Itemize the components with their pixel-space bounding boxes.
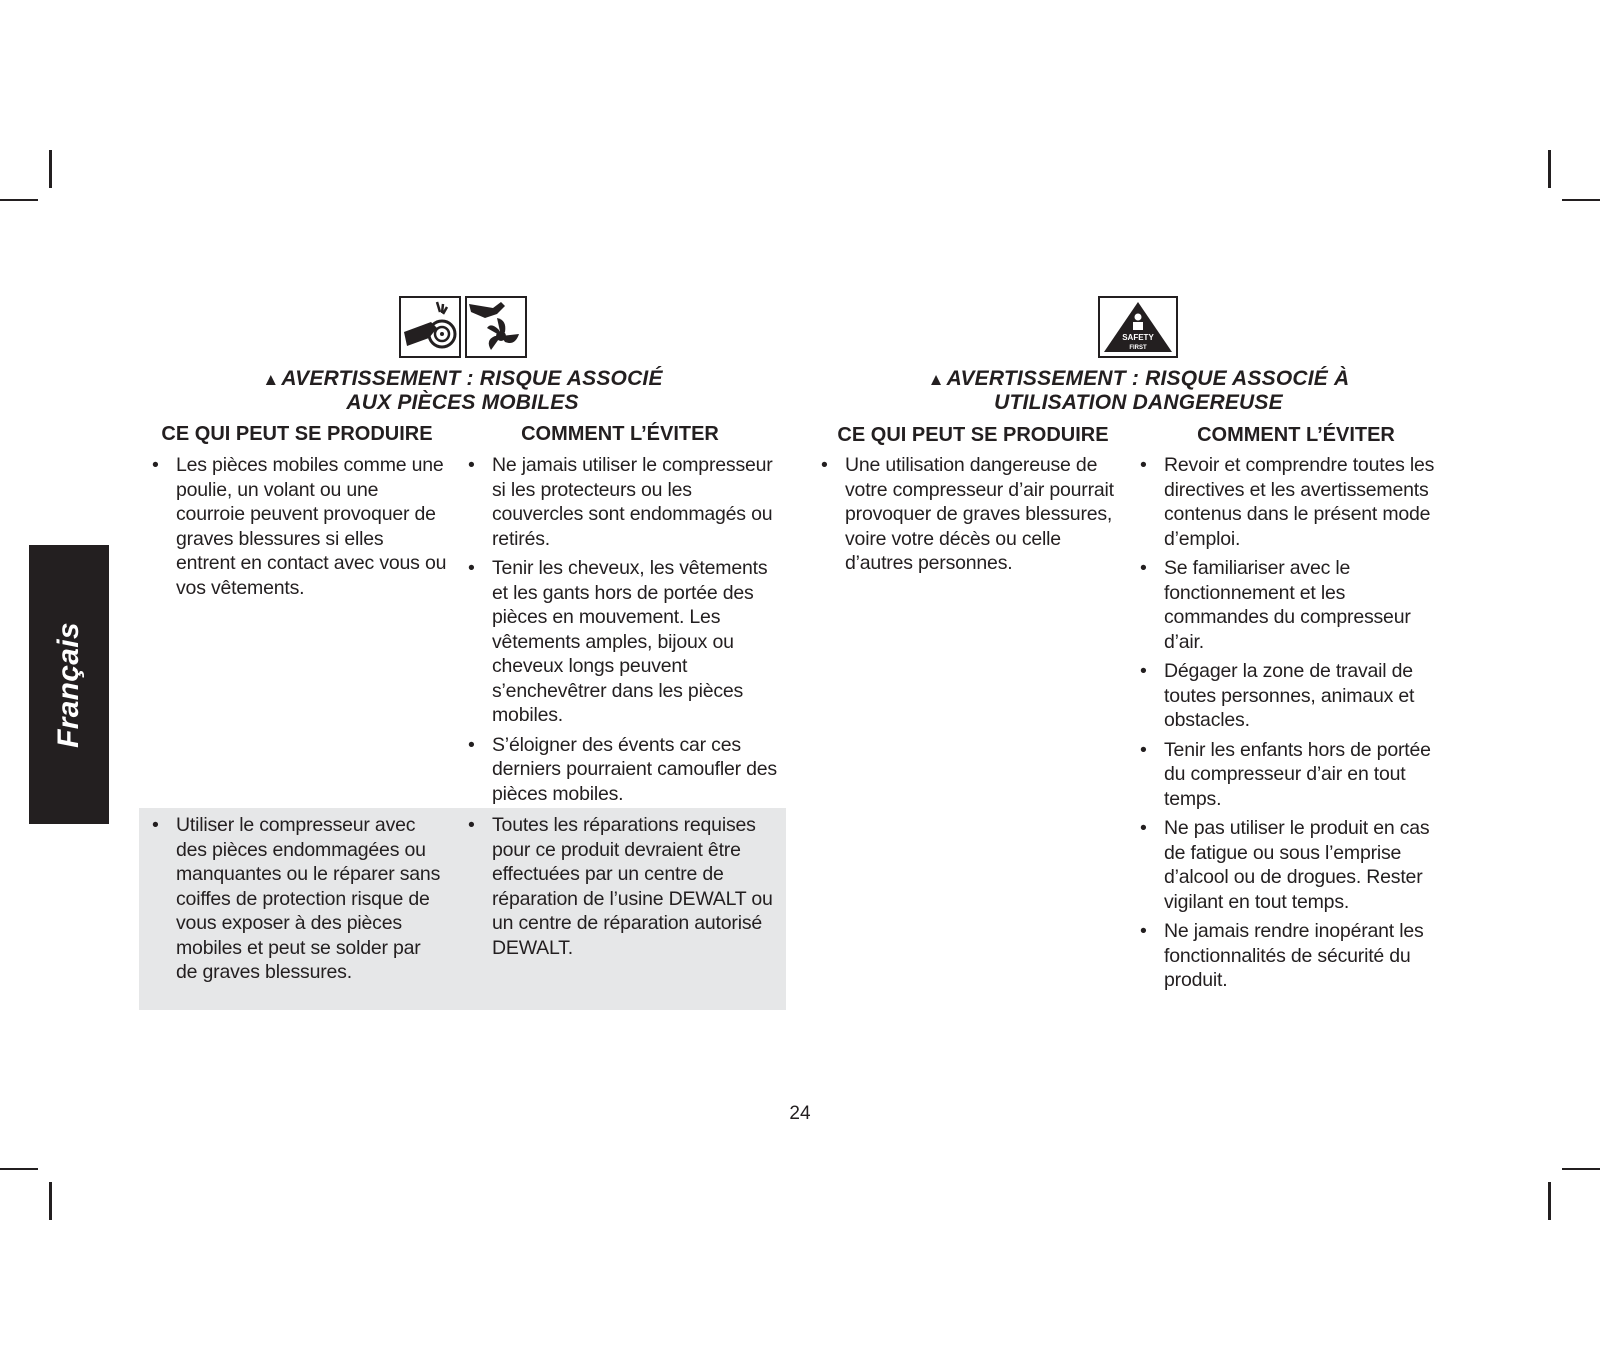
list-item: • Ne pas utiliser le produit en cas de fatigue ou sous l’emprise d’alcool ou de drogues. Rester vigilant en tout temps. [1140,816,1450,914]
language-tab-label: Français [52,621,85,748]
right-what-list [821,453,1116,581]
crop-mark [49,150,52,188]
list-item: • Tenir les enfants hors de portée du compresseur d’air en tout temps. [1140,738,1450,812]
crop-mark [1562,1168,1600,1170]
list-item: • Dégager la zone de travail de toutes personnes, animaux et obstacles. [1140,659,1450,733]
list-item: • Une utilisation dangereuse de votre compresseur d’air pourrait provoquer de graves blessures, voire votre décès ou celle d’autres personnes. [821,453,1116,576]
list-item: • Tenir les cheveux, les vêtements et les gants hors de portée des pièces en mouvement. Les vêtements amples, bijoux ou cheveux longs peuvent s’enchevêtrer dans les pièces mobiles. [468,556,778,728]
list-item: • Revoir et comprendre toutes les directives et les avertissements contenus dans le présent mode d’emploi. [1140,453,1450,551]
left-row2-how-list [468,813,778,965]
right-col-how-header: COMMENT L’ÉVITER [1197,424,1395,446]
left-title-line1: AVERTISSEMENT : RISQUE ASSOCIÉ [281,367,663,390]
left-row1-how-list [468,453,778,811]
list-item: • Se familiariser avec le fonctionnement et les commandes du compresseur d’air. [1140,556,1450,654]
crop-mark [49,1182,52,1220]
left-col-what-header: CE QUI PEUT SE PRODUIRE [161,423,433,445]
list-item: • Les pièces mobiles comme une poulie, un volant ou une courroie peuvent provoquer de graves blessures si elles entrent en contact avec vous ou vos vêtements. [152,453,447,600]
left-row2-what-list [152,813,447,990]
left-warning-title [139,367,786,414]
right-title-line2: UTILISATION DANGEREUSE [994,391,1283,414]
fan-blade-hand-icon [465,296,527,358]
list-item: • Toutes les réparations requises pour ce produit devraient être effectuées par un centre de réparation de l’usine DEWALT ou un centre de réparation autorisé DEWALT. [468,813,778,960]
pinch-point-hand-icon [399,296,461,358]
list-item: • S’éloigner des évents car ces derniers pourraient camoufler des pièces mobiles. [468,733,778,807]
left-col-how-header: COMMENT L’ÉVITER [521,423,719,445]
left-row1-what-list [152,453,447,605]
warning-triangle-icon: ▲ [927,370,945,389]
list-item: • Utiliser le compresseur avec des pièces endommagées ou manquantes ou le réparer sans coiffes de protection risque de vous exposer à des pièces mobiles et peut se solder par de graves blessures. [152,813,447,985]
left-title-line2: AUX PIÈCES MOBILES [346,391,579,414]
list-item: • Ne jamais rendre inopérant les fonctionnalités de sécurité du produit. [1140,919,1450,993]
language-tab [29,545,109,824]
crop-mark [1548,150,1551,188]
safety-icon-text-top: SAFETY [1122,333,1154,342]
safety-icon-text-bottom: FIRST [1129,345,1147,351]
list-item: • Ne jamais utiliser le compresseur si les protecteurs ou les couvercles sont endommagés ou retirés. [468,453,778,551]
crop-mark [1548,1182,1551,1220]
right-col-what-header: CE QUI PEUT SE PRODUIRE [837,424,1109,446]
page-number: 24 [789,1103,811,1124]
warning-triangle-icon: ▲ [262,370,280,389]
crop-mark [0,199,38,201]
crop-mark [0,1168,38,1170]
right-title-line1: AVERTISSEMENT : RISQUE ASSOCIÉ À [946,367,1350,390]
right-warning-title [815,367,1462,414]
crop-mark [1562,199,1600,201]
safety-first-icon [1098,296,1178,358]
right-how-list [1140,453,1450,998]
